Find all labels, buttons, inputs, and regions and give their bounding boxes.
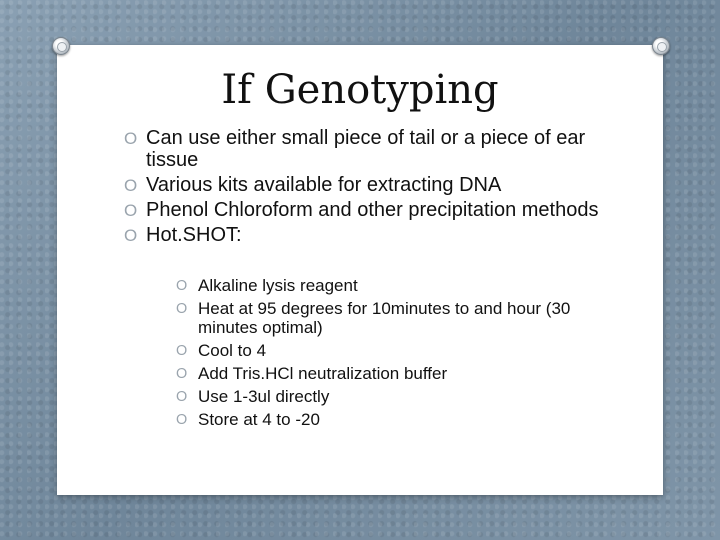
pushpin-icon (52, 37, 70, 55)
bullet-text: Various kits available for extracting DNA (146, 174, 502, 196)
bullet-icon: O (124, 226, 138, 245)
list-item (176, 299, 596, 337)
sub-bullet-text: Use 1-3ul directly (198, 387, 330, 406)
bullet-text: Phenol Chloroform and other precipitation methods (146, 199, 599, 221)
list-item (124, 199, 604, 221)
bullet-icon: O (176, 301, 188, 317)
list-item (124, 127, 604, 171)
list-item (176, 276, 596, 295)
bullet-text: Hot.SHOT: (146, 224, 242, 246)
list-item (176, 410, 596, 429)
sub-bullet-text: Cool to 4 (198, 341, 267, 360)
list-item (176, 341, 596, 360)
list-item (176, 387, 596, 406)
bullet-icon: O (176, 389, 188, 405)
bullet-list (124, 127, 604, 249)
sub-bullet-text: Alkaline lysis reagent (198, 276, 358, 295)
list-item (124, 174, 604, 196)
sub-bullet-list (176, 276, 596, 433)
sub-bullet-text: Store at 4 to -20 (198, 410, 320, 429)
list-item (124, 224, 604, 246)
bullet-text: Can use either small piece of tail or a piece of ear tissue (146, 127, 586, 171)
bullet-icon: O (176, 343, 188, 359)
slide-title: If Genotyping (221, 67, 499, 113)
list-item (176, 364, 596, 383)
pushpin-icon (652, 37, 670, 55)
bullet-icon: O (124, 201, 138, 220)
bullet-icon: O (124, 176, 138, 195)
bullet-icon: O (176, 366, 188, 382)
bullet-icon: O (176, 412, 188, 428)
bullet-icon: O (124, 129, 138, 148)
sub-bullet-text: Heat at 95 degrees for 10minutes to and hour (30 minutes optimal) (198, 299, 571, 337)
bullet-icon: O (176, 278, 188, 294)
sub-bullet-text: Add Tris.HCl neutralization buffer (198, 364, 448, 383)
